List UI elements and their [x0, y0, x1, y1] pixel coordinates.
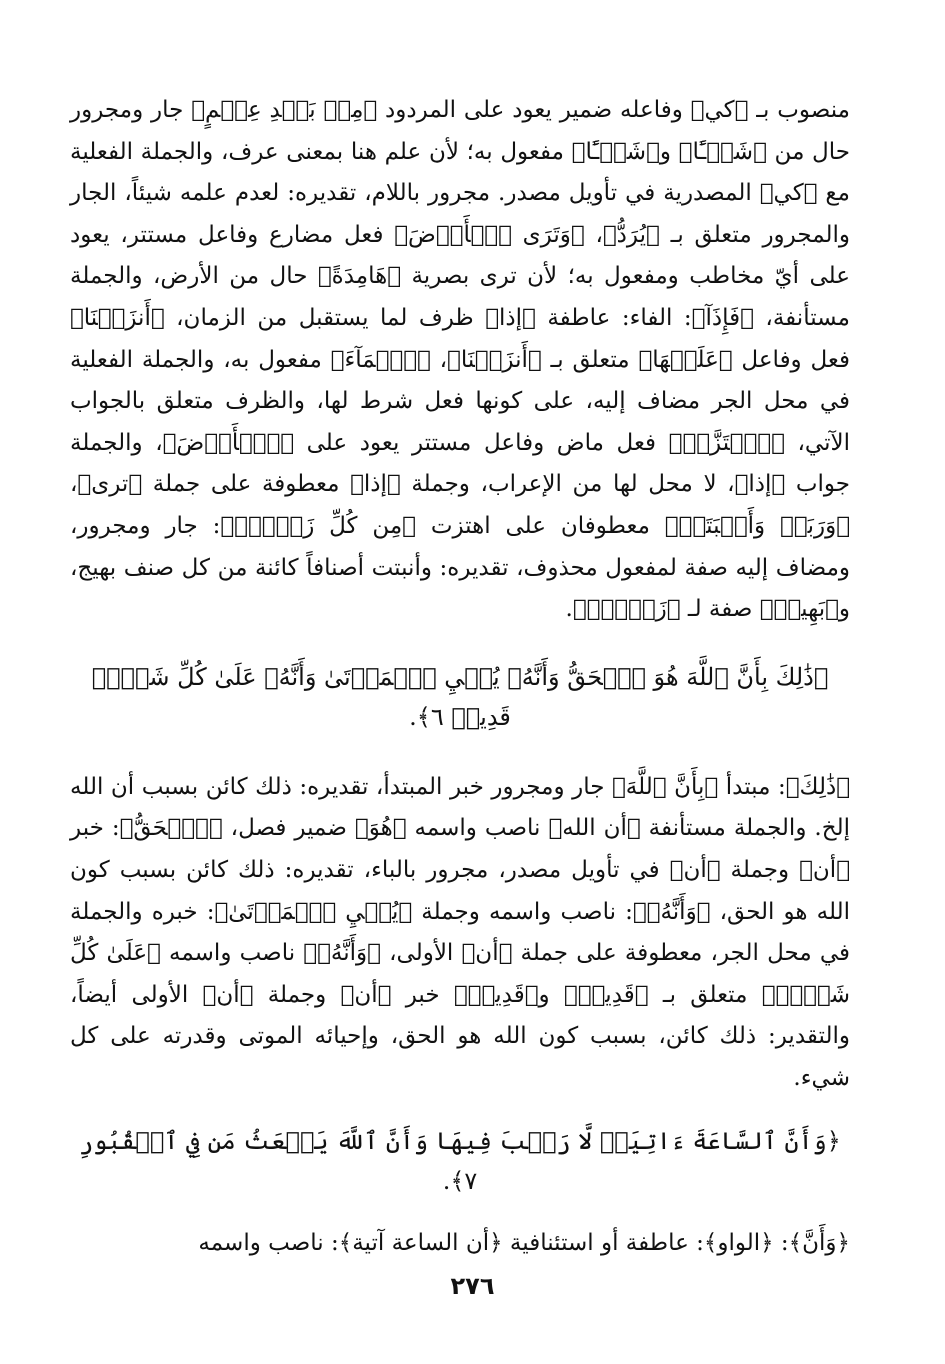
- page-number: ٢٧٦: [450, 1272, 495, 1300]
- page-body: [70, 90, 850, 1265]
- paragraph-3: ﴿وَأَنَّ﴾: ﴿الواو﴾: عاطفة أو استئنافية ﴿أن الساعة آتية﴾: ناصب واسمه: [198, 1230, 850, 1257]
- quran-verse-6: ﴿ذَٰلِكَ بِأَنَّ ٱللَّهَ هُوَ ٱلۡحَقُّ وَأَنَّهُۥ يُحۡيِ ٱلۡمَوۡتَىٰ وَأَنَّهُۥ عَلَىٰ كُلِّ شَيۡءٖ قَدِيرٞ ٦﴾.: [91, 662, 829, 731]
- paragraph-2: ﴿ذَٰلِكَ﴾: مبتدأ ﴿بِأَنَّ ٱللَّهَ﴾ جار ومجرور خبر المبتدأ، تقديره: ذلك كائن بسبب أن الله إلخ. والجملة مستأنفة ﴿أن الله﴾ ناصب واسمه ﴿هُوَ﴾ ضمير فصل، ﴿ٱلۡحَقُّ﴾: خبر ﴿أن﴾ وجملة ﴿أن﴾ في تأويل مصدر، مجرور بالباء، تقديره: ذلك كائن بسبب كون الله هو الحق، ﴿وَأَنَّهُۥ﴾: ناصب واسمه وجملة ﴿يُحۡيِ ٱلۡمَوۡتَىٰ﴾: خبره والجملة في محل الجر، معطوفة على جملة ﴿أن﴾ الأولى، ﴿وَأَنَّهُۥ﴾ ناصب واسمه ﴿عَلَىٰ كُلِّ شَيۡءٖ﴾ متعلق بـ ﴿قَدِيرٞ﴾ و﴿قَدِيرٞ﴾ خبر ﴿أن﴾ وجملة ﴿أن﴾ الأولى أيضاً، والتقدير: ذلك كائن، بسبب كون الله هو الحق، وإحيائه الموتى وقدرته على كل شيء.: [70, 773, 850, 1091]
- quran-verse-7: ﴿وَأَنَّ ٱلسَّاعَةَ ءَاتِيَةٞ لَّا رَيۡبَ فِيهَا وَأَنَّ ٱللَّهَ يَبۡعَثُ مَن فِي ٱلۡقُبُورِ ٧﴾.: [79, 1127, 841, 1196]
- paragraph-1: منصوب بـ ﴿كي﴾ وفاعله ضمير يعود على المردود ﴿مِنۢ بَعۡدِ عِلۡمٍ﴾ جار ومجرور حال من ﴿شَيۡـًٔا﴾ و﴿شَيۡـًٔا﴾ مفعول به؛ لأن علم هنا بمعنى عرف، والجملة الفعلية مع ﴿كي﴾ المصدرية في تأويل مصدر. مجرور باللام، تقديره: لعدم علمه شيئاً، الجار والمجرور متعلق بـ ﴿يُرَدُّ﴾، ﴿وَتَرَى ٱلۡأَرۡضَ﴾ فعل مضارع وفاعل مستتر، يعود على أيّ مخاطب ومفعول به؛ لأن ترى بصرية ﴿هَامِدَةً﴾ حال من الأرض، والجملة مستأنفة، ﴿فَإِذَآ﴾: الفاء: عاطفة ﴿إذا﴾ ظرف لما يستقبل من الزمان، ﴿أَنزَلۡنَا﴾ فعل وفاعل ﴿عَلَيۡهَا﴾ متعلق بـ ﴿أَنزَلۡنَا﴾، ﴿ٱلۡمَآءَ﴾ مفعول به، والجملة الفعلية في محل الجر مضاف إليه، على كونها فعل شرط لها، والظرف متعلق بالجواب الآتي، ﴿ٱهۡتَزَّتۡ﴾ فعل ماض وفاعل مستتر يعود على ﴿ٱلۡأَرۡضَ﴾، والجملة جواب ﴿إذا﴾، لا محل لها من الإعراب، وجملة ﴿إذا﴾ معطوفة على جملة ﴿ترى﴾، ﴿وَرَبَتۡ وَأَنۢبَتَتۡ﴾ معطوفان على اهتزت ﴿مِن كُلِّ زَوۡجِۭ﴾: جار ومجرور، ومضاف إليه صفة لمفعول محذوف، تقديره: وأنبتت أصنافاً كائنة من كل صنف بهيج، و﴿بَهِيجٖ﴾ صفة لـ ﴿زَوۡجِۭ﴾.: [70, 97, 850, 623]
